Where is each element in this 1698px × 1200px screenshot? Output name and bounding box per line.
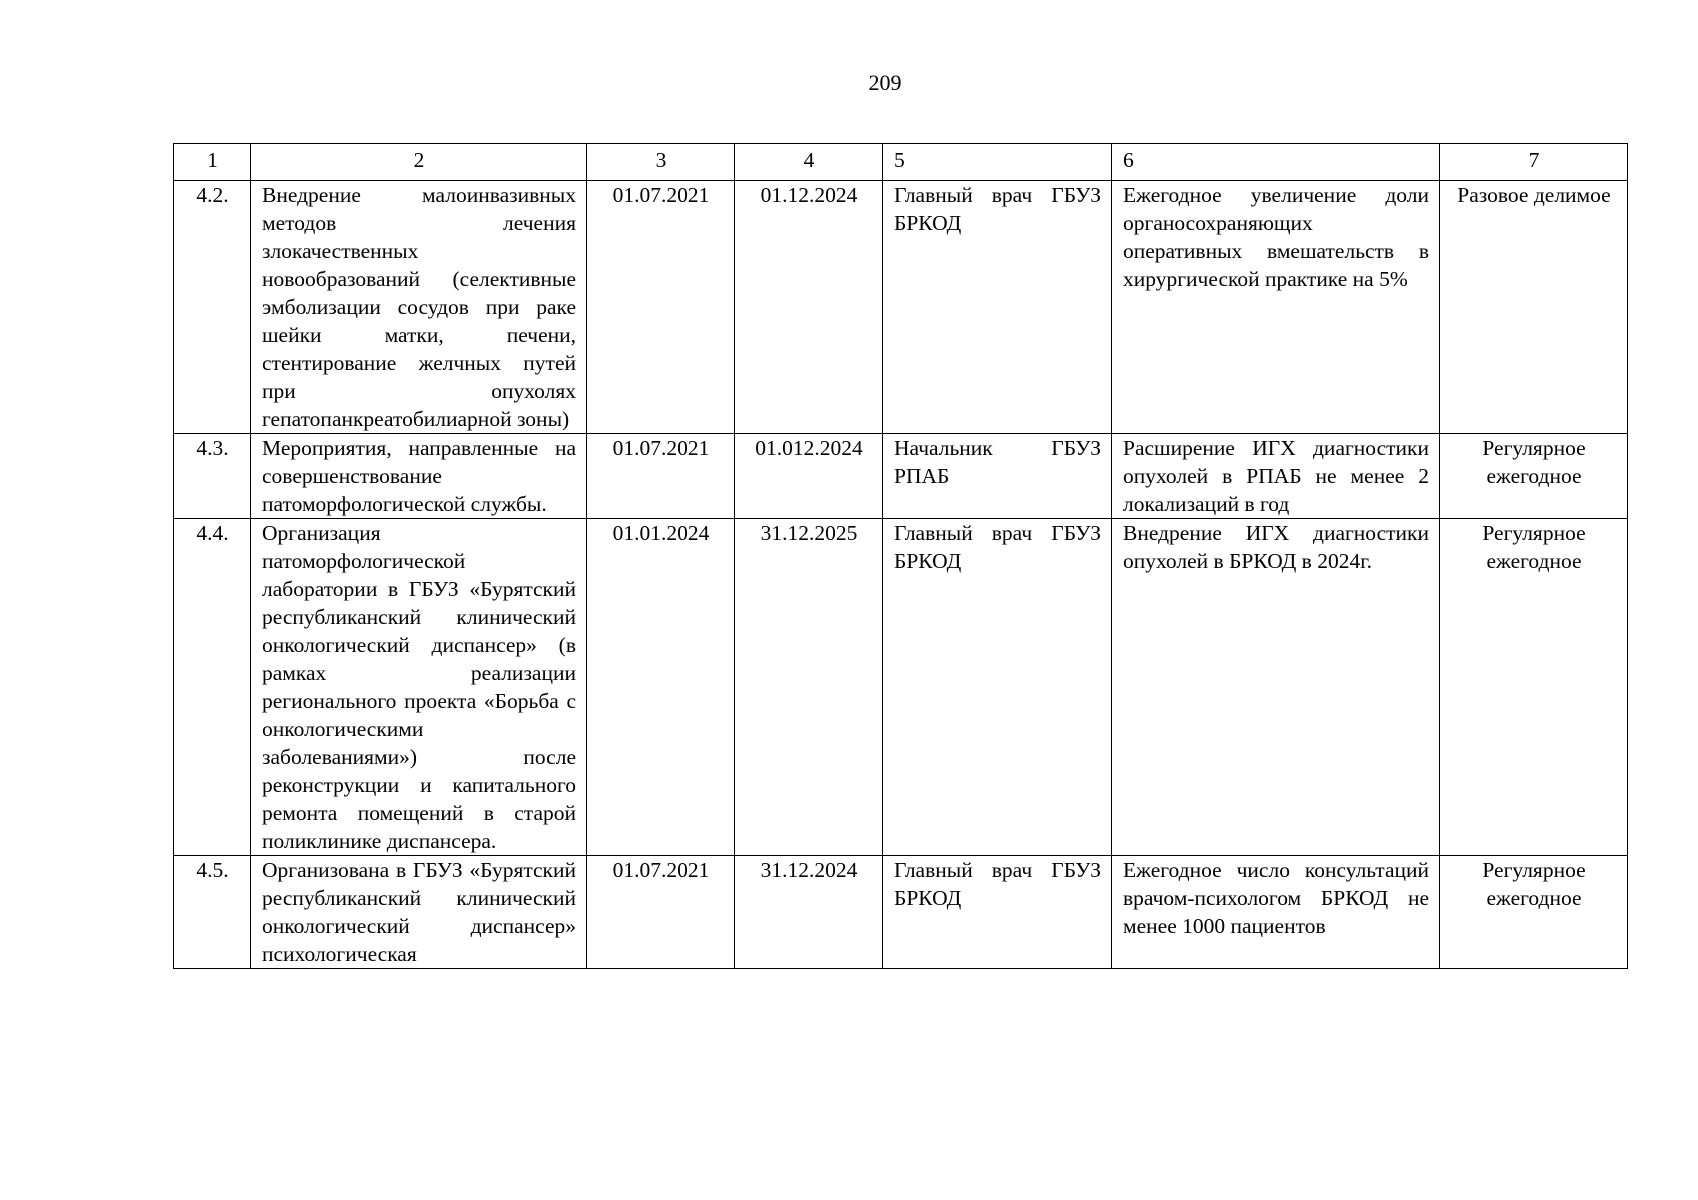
row-number: 4.3. <box>174 434 251 519</box>
activities-table <box>173 143 1628 969</box>
header-cell: 3 <box>587 144 735 181</box>
responsible-cell: Главный врач ГБУЗ БРКОД <box>883 181 1112 434</box>
row-number: 4.5. <box>174 856 251 969</box>
activity-cell: Внедрение малоинвазивных методов лечения злокачественных новообразований (селективные эмболизации сосудов при раке шейки матки, печени, стентирование желчных путей при опухолях гепатопанкреатобилиарной зоны) <box>251 181 587 434</box>
activity-cell: Организация патоморфологической лаборатории в ГБУЗ «Бурятский республиканский клинический онкологический диспансер» (в рамках реализации регионального проекта «Борьба с онкологическими заболеваниями») после реконструкции и капитального ремонта помещений в старой поликлинике диспансера. <box>251 519 587 856</box>
header-row <box>174 144 1628 181</box>
end-date-cell: 01.12.2024 <box>735 181 883 434</box>
end-date-cell: 31.12.2024 <box>735 856 883 969</box>
header-cell: 7 <box>1440 144 1628 181</box>
result-cell: Ежегодное число консультаций врачом-психологом БРКОД не менее 1000 пациентов <box>1112 856 1440 969</box>
header-cell: 2 <box>251 144 587 181</box>
row-number: 4.2. <box>174 181 251 434</box>
activity-cell: Мероприятия, направленные на совершенствование патоморфологической службы. <box>251 434 587 519</box>
page-number: 209 <box>868 70 902 95</box>
table-row <box>174 434 1628 519</box>
result-cell: Ежегодное увеличение доли органосохраняющих оперативных вмешательств в хирургической практике на 5% <box>1112 181 1440 434</box>
end-date-cell: 01.012.2024 <box>735 434 883 519</box>
header-cell: 4 <box>735 144 883 181</box>
table-row <box>174 181 1628 434</box>
start-date-cell: 01.07.2021 <box>587 856 735 969</box>
start-date-cell: 01.07.2021 <box>587 181 735 434</box>
activity-cell: Организована в ГБУЗ «Бурятский республиканский клинический онкологический диспансер» психологическая <box>251 856 587 969</box>
type-cell: Разовое делимое <box>1440 181 1628 434</box>
type-cell: Регулярное ежегодное <box>1440 856 1628 969</box>
table-row <box>174 519 1628 856</box>
responsible-cell: Начальник ГБУЗ РПАБ <box>883 434 1112 519</box>
start-date-cell: 01.01.2024 <box>587 519 735 856</box>
responsible-cell: Главный врач ГБУЗ БРКОД <box>883 519 1112 856</box>
end-date-cell: 31.12.2025 <box>735 519 883 856</box>
header-cell: 5 <box>883 144 1112 181</box>
type-cell: Регулярное ежегодное <box>1440 434 1628 519</box>
result-cell: Внедрение ИГХ диагностики опухолей в БРКОД в 2024г. <box>1112 519 1440 856</box>
header-cell: 6 <box>1112 144 1440 181</box>
result-cell: Расширение ИГХ диагностики опухолей в РПАБ не менее 2 локализаций в год <box>1112 434 1440 519</box>
start-date-cell: 01.07.2021 <box>587 434 735 519</box>
type-cell: Регулярное ежегодное <box>1440 519 1628 856</box>
table-row <box>174 856 1628 969</box>
responsible-cell: Главный врач ГБУЗ БРКОД <box>883 856 1112 969</box>
row-number: 4.4. <box>174 519 251 856</box>
header-cell: 1 <box>174 144 251 181</box>
